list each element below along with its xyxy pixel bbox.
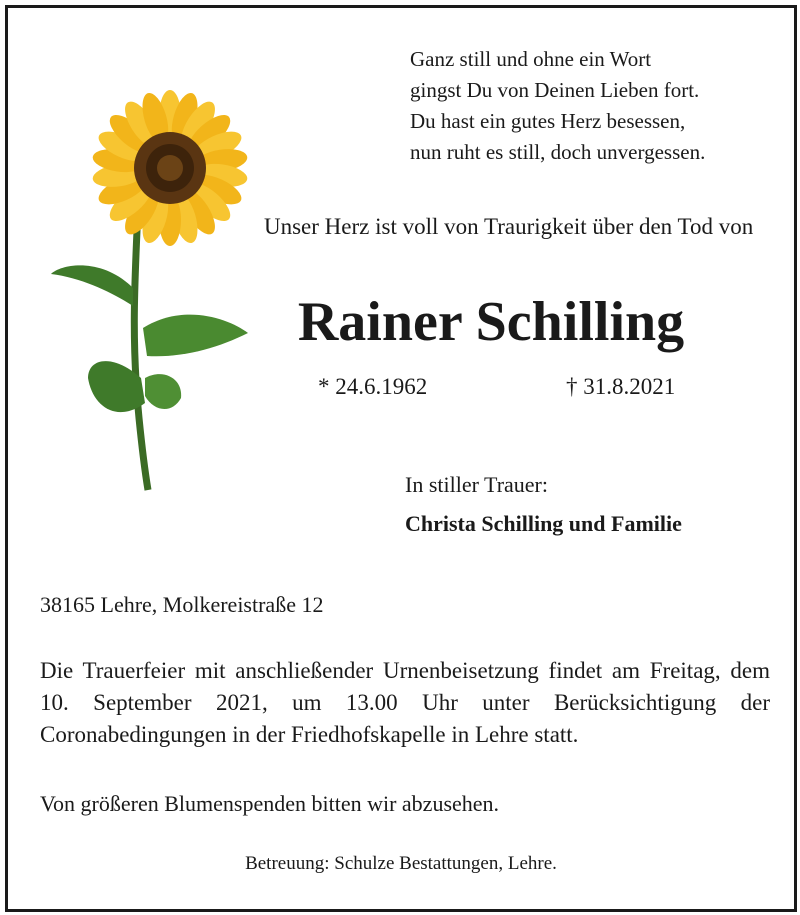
obituary-notice: [5, 5, 797, 912]
family-signature: Christa Schilling und Familie: [405, 511, 682, 536]
sunflower-image: [43, 78, 253, 498]
poem-line: Ganz still und ohne ein Wort: [410, 47, 652, 71]
undertaker-credit: Betreuung: Schulze Bestattungen, Lehre.: [245, 853, 557, 874]
intro-text: Unser Herz ist voll von Traurigkeit über den Tod von: [264, 214, 754, 239]
birth-date: * 24.6.1962: [318, 374, 428, 399]
poem: [410, 44, 705, 168]
poem-line: nun ruht es still, doch unvergessen.: [410, 140, 706, 164]
poem-line: gingst Du von Deinen Lieben fort.: [410, 78, 700, 102]
poem-line: Du hast ein gutes Herz besessen,: [410, 109, 686, 133]
mourning-label: In stiller Trauer:: [405, 472, 548, 497]
death-date: † 31.8.2021: [566, 374, 676, 399]
deceased-name: Rainer Schilling: [297, 291, 685, 353]
address: 38165 Lehre, Molkereistraße 12: [40, 592, 324, 617]
flowers-note: Von größeren Blumenspenden bitten wir abzusehen.: [40, 791, 500, 816]
ceremony-text: Die Trauerfeier mit anschließender Urnenbeisetzung findet am Freitag, dem 10. September 2021, um 13.00 Uhr unter Berücksichtigung der Coronabedingungen in der Friedhofskapelle in Lehre statt.: [40, 658, 770, 747]
